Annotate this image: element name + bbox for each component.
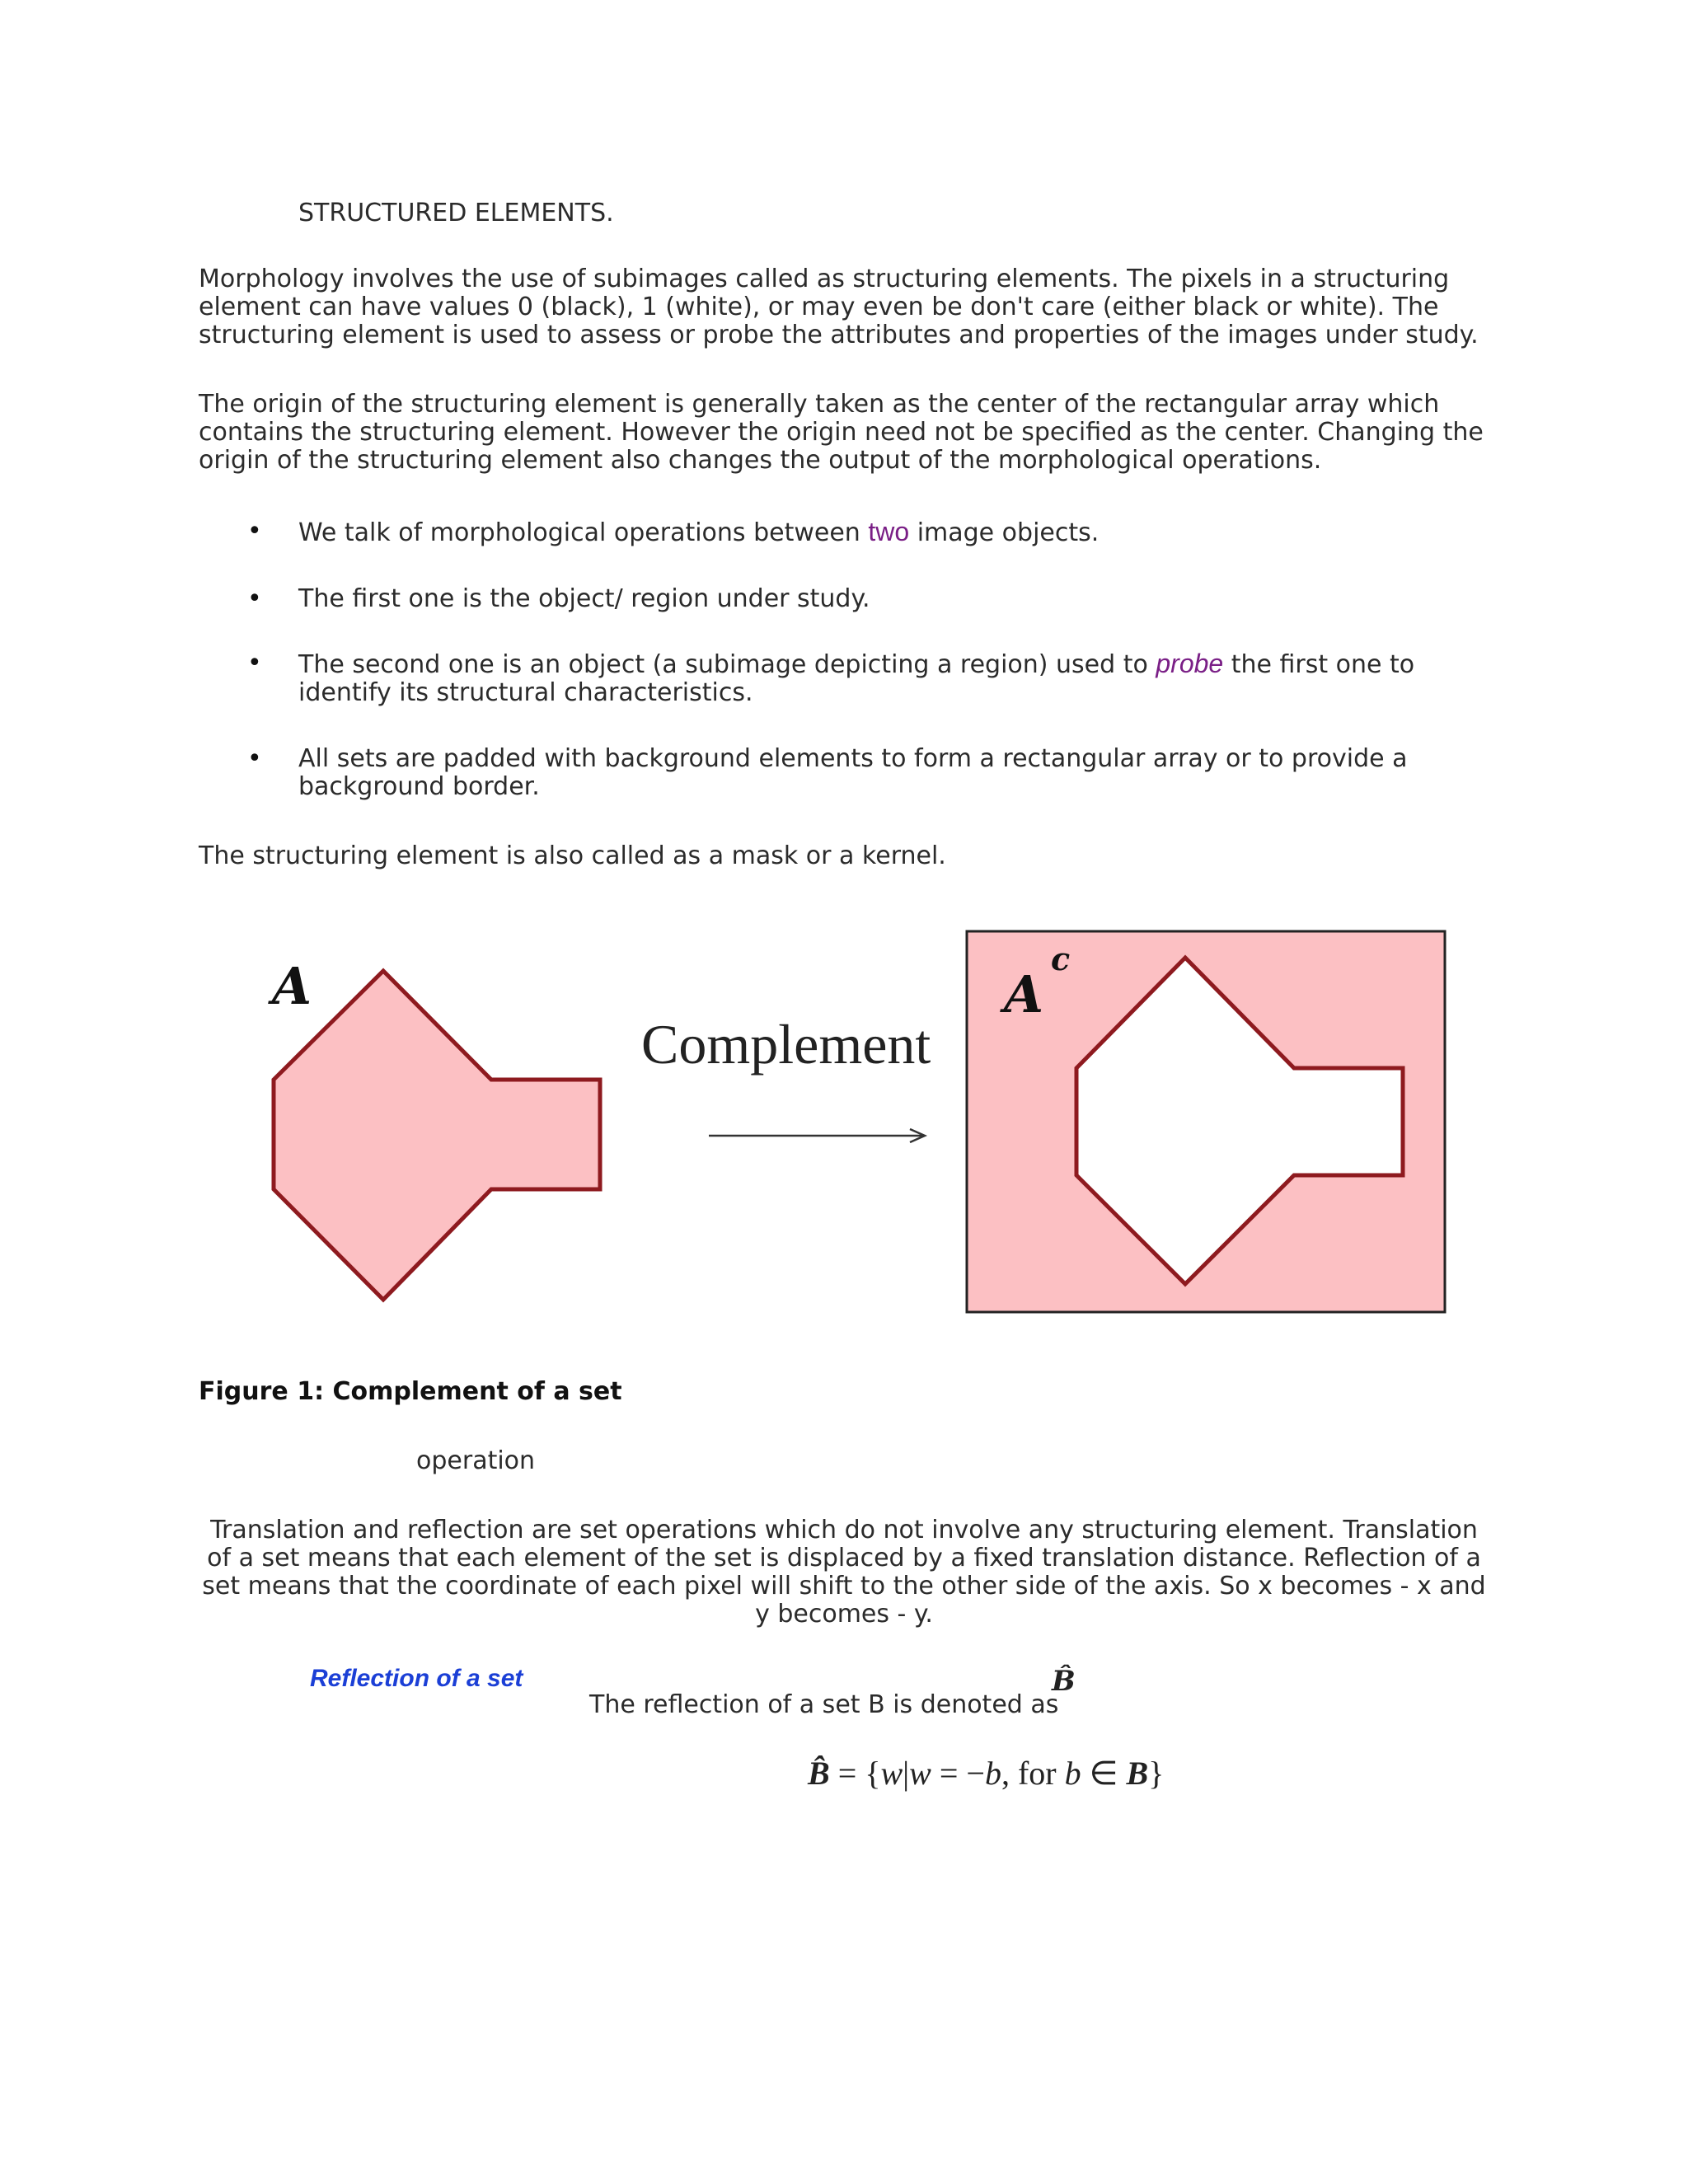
section-heading: STRUCTURED ELEMENTS.: [298, 199, 614, 227]
formula-set-b: B: [1126, 1755, 1149, 1792]
formula-in: ∈: [1081, 1755, 1127, 1792]
bullet-text: The second one is an object (a subimage depicting a region) used to: [298, 650, 1156, 679]
bullet-marker: •: [247, 517, 262, 546]
formula-b: b: [984, 1755, 1001, 1792]
formula-eq: = {: [829, 1755, 881, 1792]
emphasis-two: two: [868, 517, 910, 546]
reflection-description: The reflection of a set B is denoted as: [589, 1690, 1059, 1719]
bullet-marker: •: [247, 744, 262, 773]
complement-set-label: A: [1004, 964, 1044, 1024]
bullet-text: the first one to identify its structural characteristics.: [298, 650, 1415, 707]
operation-text: operation: [416, 1446, 536, 1475]
formula-minus: = −: [931, 1755, 985, 1792]
bullet-marker: •: [247, 649, 262, 677]
formula-w: w: [909, 1755, 931, 1792]
reflection-formula: [808, 1754, 1164, 1793]
set-a-shape: [274, 971, 600, 1300]
bullet-item-two-objects: [298, 518, 1502, 547]
bullet-marker: •: [247, 584, 262, 613]
paragraph-origin: The origin of the structuring element is generally taken as the center of the rectangular array which contains the structuring element. However the origin need not be specified as the center. Changing the origin of the structuring element also changes the output of the morphological operations.: [199, 390, 1484, 475]
complement-superscript: c: [1051, 940, 1071, 977]
paragraph-translation-reflection: Translation and reflection are set operations which do not involve any structuring element. Translation of a set means that each element of the set is displaced by a fixed translation distance. Reflection of a set means that the coordinate of each pixel will shift to the other side of the axis. So x becomes - x and y becomes - y.: [202, 1516, 1486, 1629]
formula-for: , for: [1001, 1755, 1065, 1792]
formula-w: w: [880, 1755, 903, 1792]
formula-close: }: [1148, 1755, 1165, 1792]
paragraph-mask-kernel: The structuring element is also called as a mask or a kernel.: [199, 841, 946, 870]
bullet-item-padding: All sets are padded with background elements to form a rectangular array or to provide a background border.: [298, 744, 1408, 801]
bullet-text: We talk of morphological operations between: [298, 518, 869, 547]
reflection-symbol: B̂: [1052, 1665, 1076, 1698]
set-a-label: A: [272, 956, 312, 1016]
formula-b: b: [1064, 1755, 1081, 1792]
bullet-item-first-object: The first one is the object/ region under study.: [298, 584, 870, 613]
formula-bar: |: [903, 1755, 910, 1792]
complement-label: Complement: [641, 1013, 931, 1076]
bullet-text: image objects.: [909, 518, 1100, 547]
bullet-item-second-object: [298, 649, 1502, 707]
formula-lhs: B̂: [808, 1755, 830, 1792]
paragraph-structuring-elements: Morphology involves the use of subimages called as structuring elements. The pixels in a structuring element can have values 0 (black), 1 (white), or may even be don't care (either black or white). The structuring element is used to assess or probe the attributes and properties of the images under study.: [199, 265, 1479, 349]
emphasis-probe: probe: [1156, 649, 1224, 678]
complement-figure: [247, 915, 1459, 1327]
figure-caption: Figure 1: Complement of a set: [199, 1377, 622, 1406]
reflection-title: Reflection of a set: [310, 1665, 523, 1692]
